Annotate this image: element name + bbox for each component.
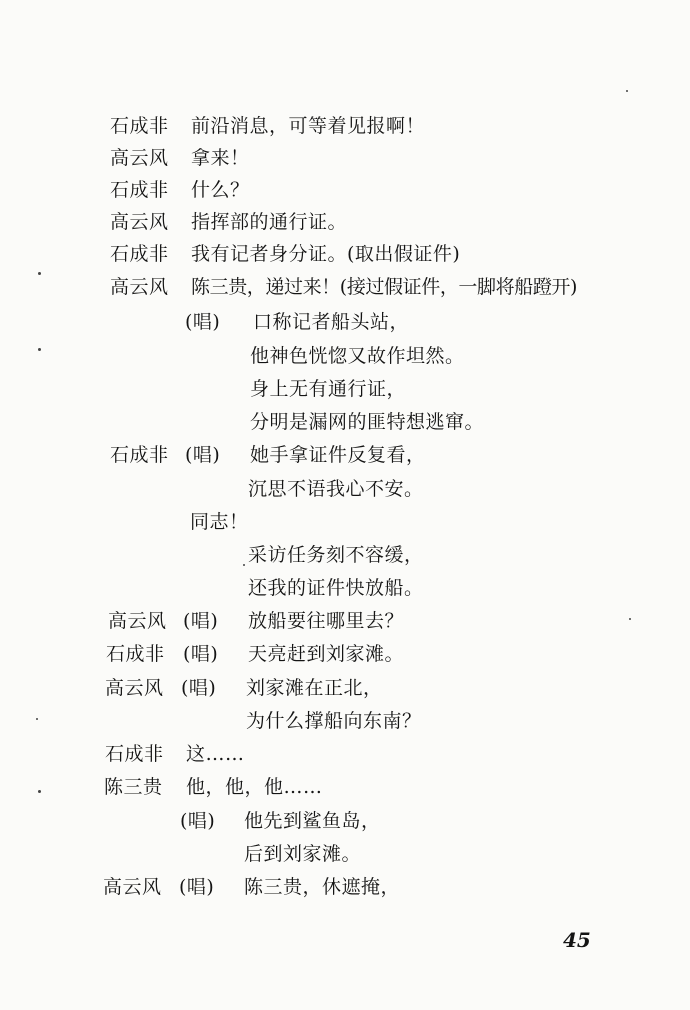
- speaker-name: 高云风: [105, 677, 164, 699]
- speaker-name: 石成非: [110, 243, 169, 265]
- speaker-name: 石成非: [106, 643, 165, 665]
- dialogue-text: 他，他，他……: [186, 776, 323, 798]
- dialogue-text: 同志！: [190, 511, 249, 533]
- scan-speck: [38, 348, 41, 351]
- page-number: 45: [563, 928, 591, 952]
- verse-text: 刘家滩在正北，: [246, 677, 383, 699]
- scan-speck: [629, 618, 631, 620]
- verse-text: 还我的证件快放船。: [248, 577, 424, 599]
- speaker-name: 石成非: [110, 115, 169, 137]
- speaker-name: 石成非: [110, 444, 169, 466]
- verse-text: 分明是漏网的匪特想逃窜。: [250, 411, 485, 433]
- speaker-name: 高云风: [103, 876, 162, 898]
- dialogue-text: 我有记者身分证。(取出假证件): [191, 243, 461, 265]
- speaker-name: 高云风: [110, 211, 169, 233]
- speaker-name: 高云风: [110, 147, 169, 169]
- speaker-name: 石成非: [110, 179, 169, 201]
- speaker-name: 高云风: [110, 276, 169, 298]
- sing-marker: (唱): [185, 311, 221, 333]
- speaker-name: 高云风: [108, 610, 167, 632]
- scan-speck: [38, 272, 41, 275]
- dialogue-text: 什么？: [191, 179, 250, 201]
- scan-speck: [36, 718, 38, 720]
- dialogue-text: 陈三贵，递过来！(接过假证件，一脚将船蹬开): [191, 276, 578, 298]
- verse-text: 天亮赶到刘家滩。: [248, 643, 405, 665]
- dialogue-text: 拿来！: [191, 147, 250, 169]
- speaker-name: 石成非: [105, 743, 164, 765]
- dialogue-text: 指挥部的通行证。: [191, 211, 348, 233]
- verse-text: 放船要往哪里去？: [248, 610, 405, 632]
- dialogue-text: 前沿消息，可等着见报啊！: [191, 115, 426, 137]
- verse-text: 采访任务刻不容缓，: [248, 544, 424, 566]
- sing-marker: (唱): [180, 810, 216, 832]
- sing-marker: (唱): [183, 610, 219, 632]
- sing-marker: (唱): [181, 677, 217, 699]
- verse-text: 陈三贵，休遮掩，: [244, 876, 401, 898]
- scan-speck: [243, 564, 245, 566]
- sing-marker: (唱): [183, 643, 219, 665]
- verse-text: 后到刘家滩。: [244, 843, 362, 865]
- scan-speck: [626, 90, 628, 92]
- dialogue-text: 这……: [186, 743, 245, 765]
- verse-text: 他神色恍惚又故作坦然。: [250, 345, 465, 367]
- verse-text: 他先到鲨鱼岛，: [244, 810, 381, 832]
- scan-speck: [38, 790, 41, 793]
- sing-marker: (唱): [185, 444, 221, 466]
- sing-marker: (唱): [179, 876, 215, 898]
- speaker-name: 陈三贵: [104, 776, 163, 798]
- verse-text: 为什么撑船向东南？: [246, 710, 422, 732]
- verse-text: 身上无有通行证，: [250, 378, 407, 400]
- verse-text: 她手拿证件反复看，: [250, 444, 426, 466]
- verse-text: 沉思不语我心不安。: [248, 478, 424, 500]
- verse-text: 口称记者船头站，: [253, 311, 410, 333]
